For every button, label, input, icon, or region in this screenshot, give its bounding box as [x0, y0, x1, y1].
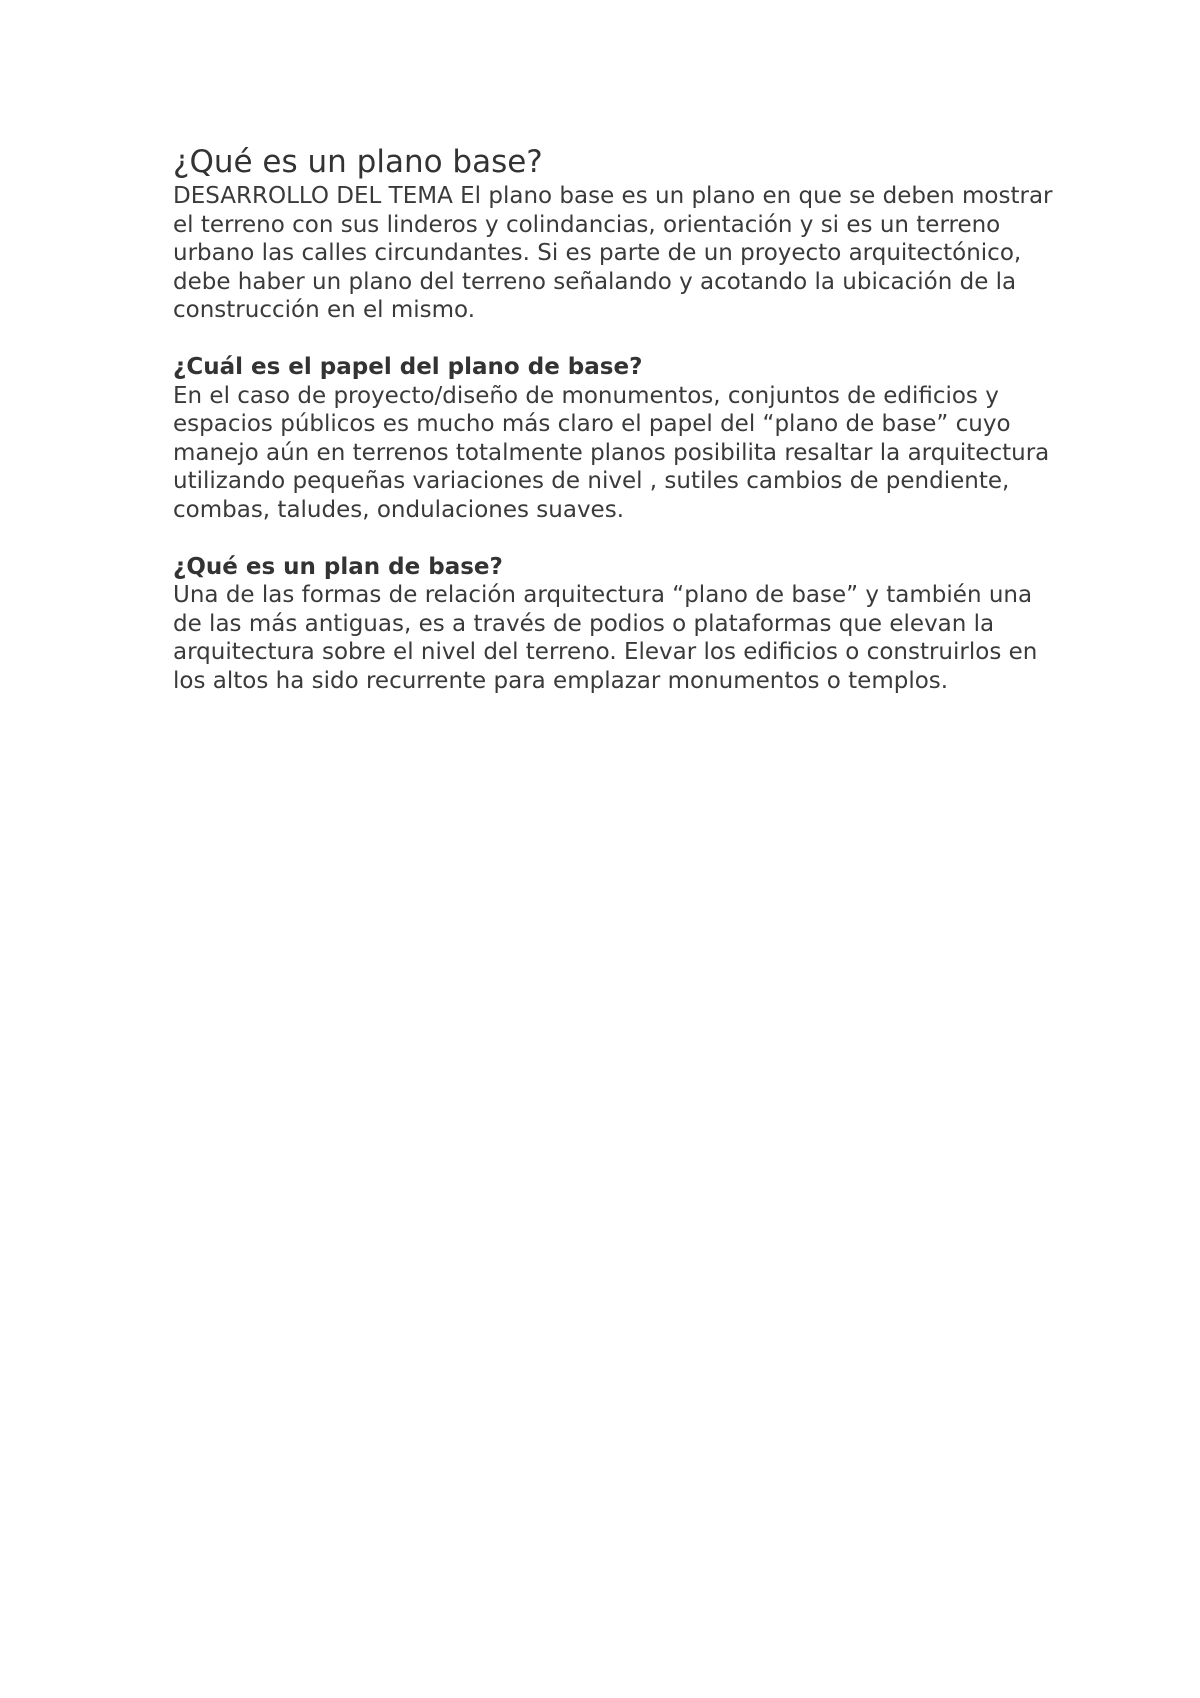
section-body: Una de las formas de relación arquitectura “plano de base” y también una de las más antiguas, es a través de podios o plataformas que elevan la arquitectura sobre el nivel del terreno. Elevar los edificios o construirlos en los altos ha sido recurrente para emplazar monumentos o templos. — [173, 582, 1038, 694]
intro-paragraph: DESARROLLO DEL TEMA El plano base es un plano en que se deben mostrar el terreno con sus linderos y colindancias, orientación y si es un terreno urbano las calles circundantes. Si es parte de un proyecto arquitectónico, debe haber un plano del terreno señalando y acotando la ubicación de la construcción en el mismo. — [173, 183, 1053, 324]
section-papel-plano-base — [173, 353, 1053, 525]
document-page — [173, 142, 1053, 696]
section-heading: ¿Qué es un plan de base? — [173, 553, 503, 580]
section-body: En el caso de proyecto/diseño de monumentos, conjuntos de edificios y espacios públicos es mucho más claro el papel del “plano de base” cuyo manejo aún en terrenos totalmente planos posibilita resaltar la arquitectura utilizando pequeñas variaciones de nivel , sutiles cambios de pendiente, combas, taludes, ondulaciones suaves. — [173, 382, 1050, 523]
section-heading: ¿Cuál es el papel del plano de base? — [173, 353, 643, 380]
section-plan-de-base — [173, 553, 1053, 696]
page-title: ¿Qué es un plano base? — [173, 144, 543, 180]
